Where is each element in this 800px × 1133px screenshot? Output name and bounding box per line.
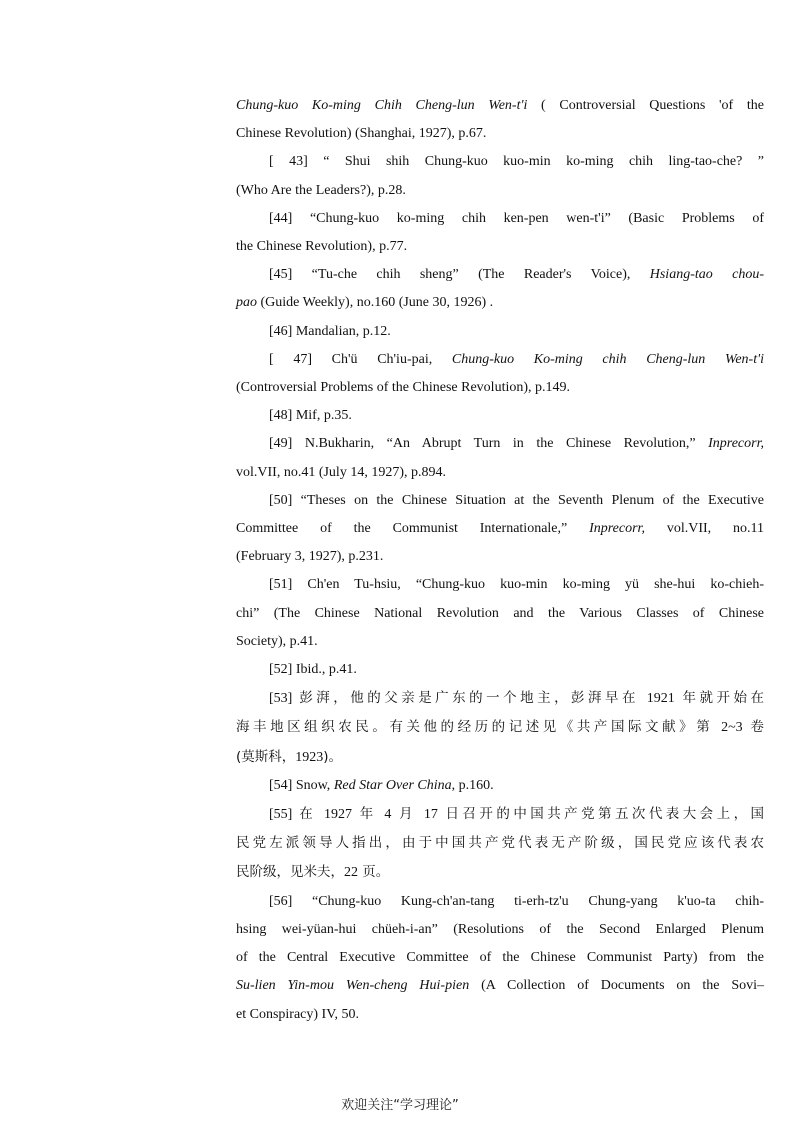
note-line bbox=[236, 120, 764, 148]
note-line bbox=[236, 148, 764, 176]
note-text: 1921 bbox=[646, 691, 675, 707]
note-text: (Controversial Problems of the Chinese Revolution), p.149. bbox=[236, 380, 571, 396]
note-line bbox=[236, 459, 764, 487]
note-line bbox=[236, 772, 764, 800]
note-line bbox=[236, 684, 764, 713]
note-line bbox=[236, 571, 764, 599]
note-line bbox=[236, 888, 764, 916]
note-line bbox=[236, 743, 764, 772]
italic-title: Red Star Over China bbox=[333, 777, 452, 793]
note-text: 17 bbox=[423, 807, 438, 823]
note-line bbox=[236, 92, 764, 120]
note-text: 2~3 bbox=[721, 720, 743, 736]
note-line bbox=[236, 972, 764, 1000]
note-text: [49] N.Bukharin, “An Abrupt Turn in the Chinese Revolution,” bbox=[269, 436, 709, 452]
note-text: Committee of the Communist Internationale,” bbox=[236, 521, 590, 537]
note-text: 民党左派领导人指出，由于中国共产党代表无产阶级，国民党应该代表农 bbox=[236, 835, 764, 852]
note-text: 民阶级，见米夫， bbox=[236, 864, 344, 881]
note-line bbox=[236, 233, 764, 261]
note-line bbox=[236, 515, 764, 543]
note-text: (Guide Weekly), no.160 (June 30, 1926) . bbox=[257, 295, 494, 311]
note-line bbox=[236, 858, 764, 887]
note-text: Chinese Revolution) (Shanghai, 1927), p.67. bbox=[236, 126, 487, 142]
note-text: [ 43] “ Shui shih Chung-kuo kuo-min ko-ming chih ling-tao-che? ” bbox=[269, 154, 764, 170]
note-text: , p.160. bbox=[451, 777, 494, 793]
note-line bbox=[236, 656, 764, 684]
note-text: 海丰地区组织农民。有关他的经历的记述见《共产国际文献》第 bbox=[236, 719, 722, 736]
note-text: [52] Ibid., p.41. bbox=[269, 662, 357, 678]
note-text: [48] Mif, p.35. bbox=[269, 408, 352, 424]
note-text: 4 bbox=[384, 807, 392, 823]
note-text: the Chinese Revolution), p.77. bbox=[236, 239, 408, 255]
note-text: 22 bbox=[344, 865, 358, 881]
note-text: 在 bbox=[299, 806, 324, 823]
note-text: vol.VII, no.41 (July 14, 1927), p.894. bbox=[236, 464, 446, 480]
note-line bbox=[236, 800, 764, 829]
note-line bbox=[236, 1001, 764, 1029]
note-line bbox=[236, 261, 764, 289]
note-line bbox=[236, 829, 764, 858]
note-text: [ 47] Ch'ü Ch'iu-pai, bbox=[269, 351, 452, 367]
note-text: (February 3, 1927), p.231. bbox=[236, 549, 384, 565]
note-text: chi” (The Chinese National Revolution and the Various Classes of Chinese bbox=[236, 605, 764, 621]
italic-title: Inprecorr, bbox=[708, 436, 764, 452]
note-text: [50] “Theses on the Chinese Situation at the Seventh Plenum of the Executive bbox=[269, 492, 764, 508]
note-line bbox=[236, 430, 764, 458]
note-text: 莫斯科， bbox=[241, 748, 296, 765]
italic-title: Su-lien Yin-mou Wen-cheng Hui-pien bbox=[236, 978, 470, 994]
note-text: [54] Snow, bbox=[269, 777, 334, 793]
italic-title: Chung-kuo Ko-ming chih Cheng-lun Wen-t'i bbox=[451, 351, 764, 367]
italic-title: Hsiang-tao chou- bbox=[649, 267, 764, 283]
note-line bbox=[236, 944, 764, 972]
note-text: ( Controversial Questions 'of the bbox=[527, 98, 764, 113]
page-footer: 欢迎关注“学习理论” bbox=[341, 1098, 459, 1113]
note-line bbox=[236, 289, 764, 317]
note-text: [55] bbox=[269, 807, 300, 823]
note-line bbox=[236, 346, 764, 374]
note-text: 彭湃，他的父亲是广东的一个地主，彭湃早在 bbox=[299, 690, 647, 707]
note-line bbox=[236, 177, 764, 205]
note-line bbox=[236, 205, 764, 233]
note-text: 年就开始在 bbox=[674, 690, 764, 707]
note-text: (Who Are the Leaders?), p.28. bbox=[236, 182, 406, 198]
note-text: [53] bbox=[269, 691, 300, 707]
note-text: [46] Mandalian, p.12. bbox=[269, 323, 391, 339]
note-text: 月 bbox=[391, 806, 424, 823]
note-text: 页。 bbox=[358, 864, 390, 881]
note-line bbox=[236, 487, 764, 515]
note-text: [44] “Chung-kuo ko-ming chih ken-pen wen-t'i” (Basic Problems of bbox=[269, 210, 764, 226]
note-text: of the Central Executive Committee of the Chinese Communist Party) from the bbox=[236, 950, 764, 966]
note-line bbox=[236, 318, 764, 346]
note-line bbox=[236, 628, 764, 656]
note-line bbox=[236, 600, 764, 628]
italic-title: pao bbox=[236, 295, 257, 311]
note-text: [45] “Tu-che chih sheng” (The Reader's Voice), bbox=[269, 267, 650, 283]
note-text: vol.VII, no.11 bbox=[644, 521, 764, 537]
note-text: (A Collection of Documents on the Sovi– bbox=[469, 978, 765, 994]
notes-page bbox=[236, 92, 764, 1029]
note-line bbox=[236, 713, 764, 742]
note-text: ( bbox=[236, 748, 242, 765]
note-text: [51] Ch'en Tu-hsiu, “Chung-kuo kuo-min ko-ming yü she-hui ko-chieh- bbox=[269, 577, 764, 593]
note-text: 日召开的中国共产党第五次代表大会上，国 bbox=[437, 806, 765, 823]
note-line bbox=[236, 916, 764, 944]
note-line bbox=[236, 543, 764, 571]
note-text: 卷 bbox=[742, 719, 764, 736]
note-text: et Conspiracy) IV, 50. bbox=[236, 1006, 359, 1022]
note-text: )。 bbox=[323, 748, 343, 765]
note-text: 1923 bbox=[295, 749, 324, 765]
note-text: [56] “Chung-kuo Kung-ch'an-tang ti-erh-tz'u Chung-yang k'uo-ta chih- bbox=[269, 893, 764, 909]
note-text: hsing wei-yüan-hui chüeh-i-an” (Resolutions of the Second Enlarged Plenum bbox=[236, 921, 764, 937]
italic-title: Inprecorr, bbox=[589, 521, 645, 537]
note-line bbox=[236, 402, 764, 430]
note-text: 年 bbox=[351, 806, 385, 823]
italic-title: Chung-kuo Ko-ming Chih Cheng-lun Wen-t'i bbox=[236, 98, 528, 113]
note-line bbox=[236, 374, 764, 402]
note-text: 1927 bbox=[323, 807, 352, 823]
note-text: Society), p.41. bbox=[236, 633, 318, 649]
